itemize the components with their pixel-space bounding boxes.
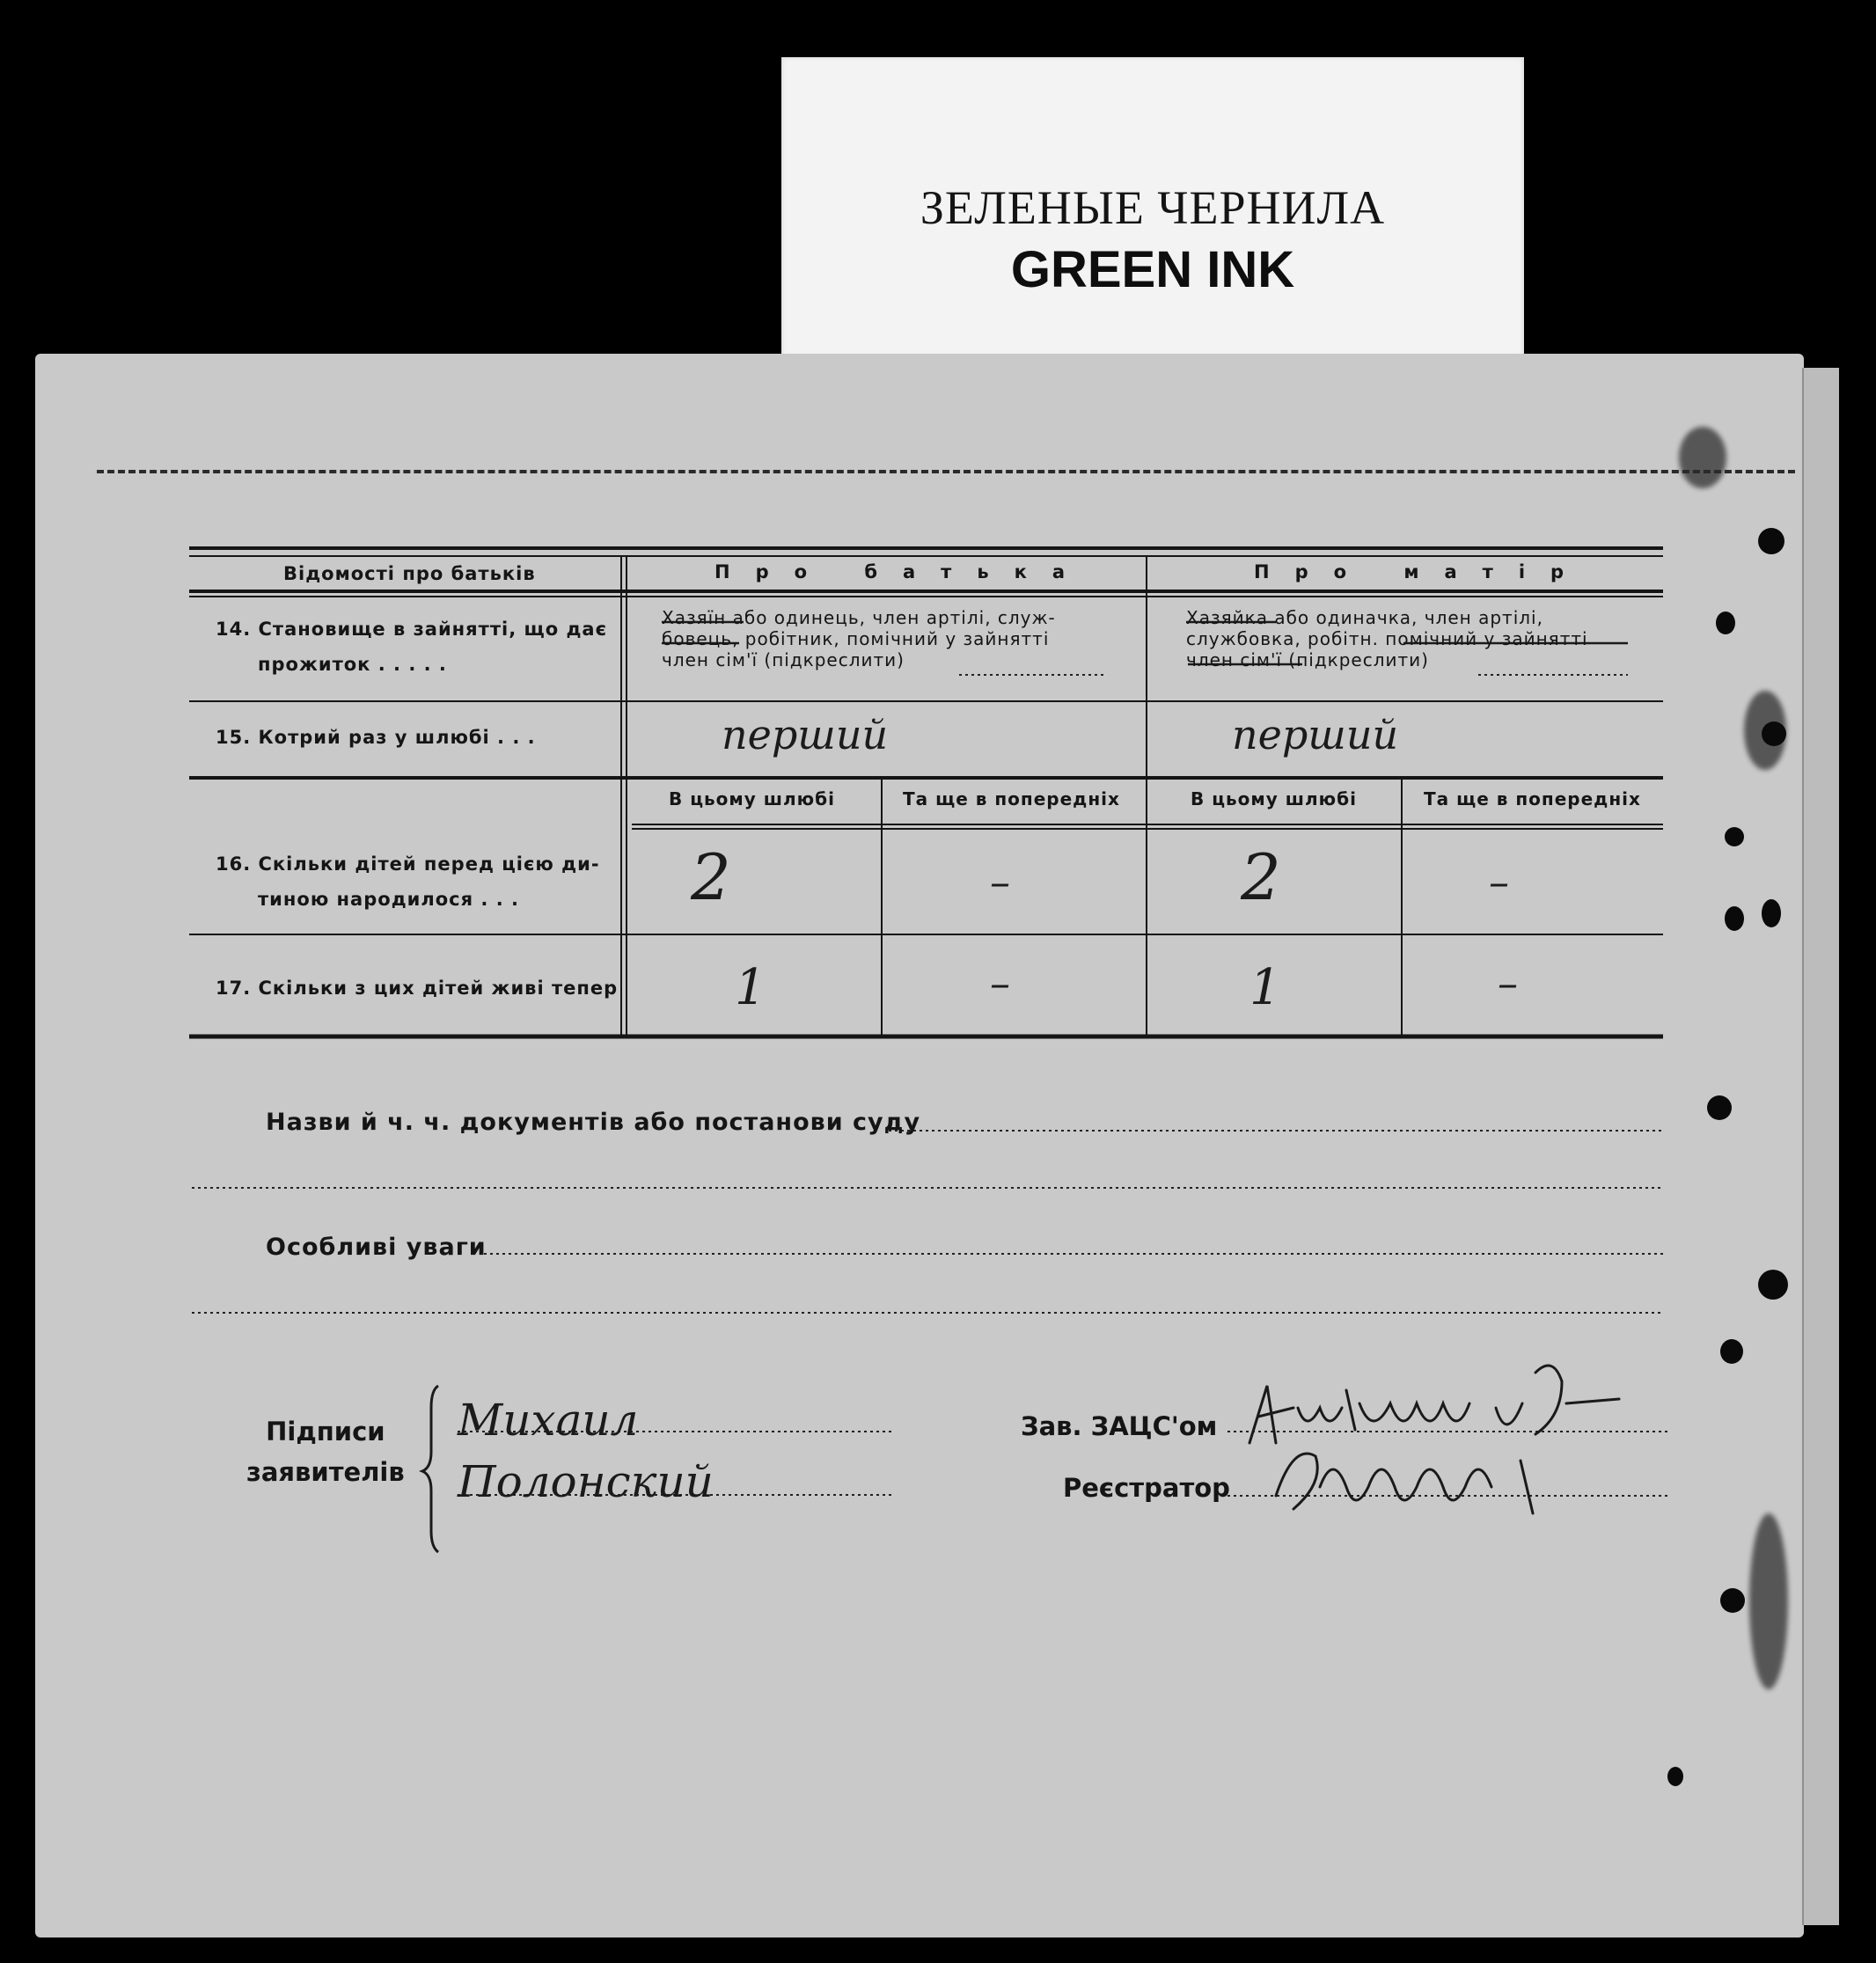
header-parents-info: Відомості про батьків [283,563,536,584]
row15-father-value: перший [722,711,889,758]
label-russian: ЗЕЛЕНЫЕ ЧЕРНИЛА [920,181,1386,234]
label-english: GREEN INK [1010,241,1295,298]
applicant-signature-2: Полонский [458,1456,714,1507]
header-about-mother: Про матір [1254,561,1590,582]
row15-mother-value: перший [1232,711,1399,758]
row17-father-prev: – [990,959,1010,1007]
subheader-father-this-marriage: В цьому шлюбі [669,788,835,809]
row15-label: 15. Котрий раз у шлюбі . . . [216,727,536,748]
header-about-father: Про батька [714,561,1091,582]
head-signature-scribble [1249,1366,1619,1443]
row16-father-prev: – [990,858,1010,905]
row17-father-this: 1 [735,959,766,1016]
row14-father-options: Хазяїн або одинець, член артілі, служ- бовець, робітник, помічний у зайнятті член сім'ї (підкреслити) [662,607,1056,670]
row14-label: 14. Становище в зайнятті, що дає прожиток . . . . . [216,619,608,675]
row17-mother-this: 1 [1249,959,1281,1016]
row14-mother-options: Хазяйка або одиначка, член артілі, службовка, робітн. помічний у зайнятті член сім'ї (підкреслити) [1186,607,1588,670]
subheader-father-previous: Та ще в попередніх [903,788,1120,809]
subheader-mother-previous: Та ще в попередніх [1424,788,1641,809]
row16-label: 16. Скільки дітей перед цією ди- тиною народилося . . . [216,853,600,910]
applicant-signature-1: Михаил [458,1395,639,1446]
applicants-signatures-label: Підписи заявителів [246,1417,405,1487]
registrar-signature-scribble [1276,1454,1533,1513]
row17-label: 17. Скільки з цих дітей живі тепер [216,978,619,999]
row16-mother-this: 2 [1241,840,1281,914]
row17-mother-prev: – [1498,959,1518,1007]
head-of-registry-label: Зав. ЗАЦС'ом [1021,1411,1218,1441]
subheader-mother-this-marriage: В цьому шлюбі [1191,788,1357,809]
row16-father-this: 2 [691,840,731,914]
registrar-label: Реєстратор [1063,1473,1230,1503]
documents-label: Назви й ч. ч. документів або постанови суду [266,1109,921,1136]
row16-mother-prev: – [1489,858,1509,905]
remarks-label: Особливі уваги [266,1234,487,1261]
